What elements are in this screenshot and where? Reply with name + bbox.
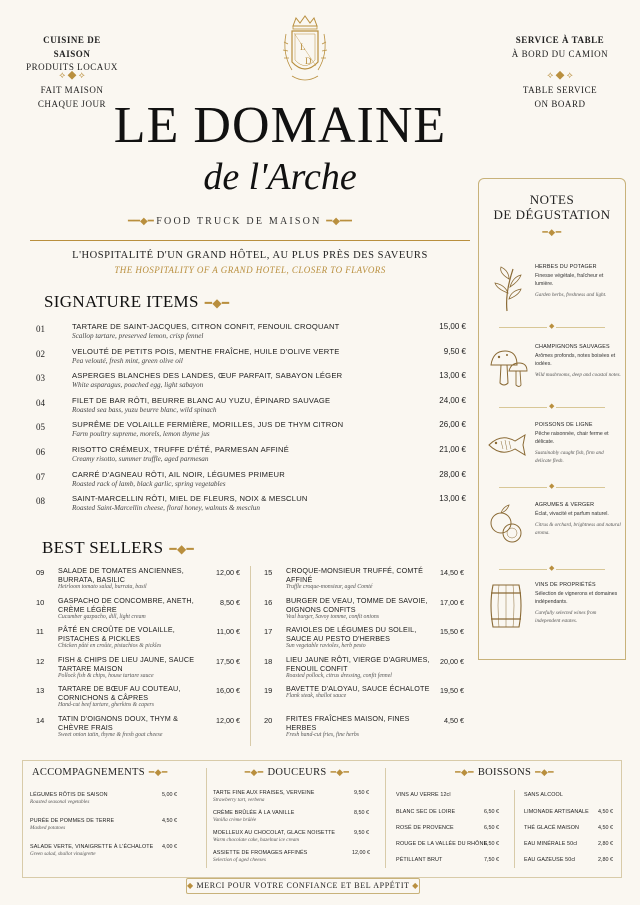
- item-name-block: [286, 596, 436, 621]
- item-description: White asparagus, poached egg, light sabayon: [72, 381, 204, 390]
- item-number: 15: [264, 568, 273, 577]
- crest-letter-d: D: [305, 56, 312, 66]
- item-name: TARTARE DE BŒUF AU COUTEAU, CORNICHONS & CÂPRES: [58, 684, 181, 702]
- note-herbs-fr: Finesse végétale, fraîcheur et lumière.: [535, 273, 604, 287]
- note-herbs-en: Garden herbs, freshness and light.: [535, 291, 607, 298]
- best-seller-item: [264, 714, 464, 750]
- section-arrow-icon: ━◆━: [169, 542, 195, 556]
- note-mushrooms-text: [535, 343, 621, 380]
- notes-title: [479, 193, 625, 237]
- item-description: Heirloom tomato salad, burrata, basil: [58, 584, 147, 590]
- item-number: 18: [264, 656, 273, 666]
- note-wines: [485, 581, 621, 651]
- section-arrow-icon: ━◆━: [244, 767, 264, 777]
- note-fish-text: [535, 421, 621, 465]
- item-price: 9,50 €: [354, 790, 369, 796]
- note-citrus-en: Citrus & orchard, brightness and natural aroma.: [535, 521, 621, 536]
- item-name: SAINT-MARCELLIN RÔTI, MIEL DE FLEURS, NOIX & MESCLUN: [72, 494, 308, 504]
- item-price: 12,00 €: [216, 568, 240, 577]
- item-number: 02: [36, 348, 45, 359]
- item-number: 20: [264, 715, 273, 725]
- item-description: Pea velouté, fresh mint, green olive oil: [72, 356, 183, 365]
- item-name: FISH & CHIPS DE LIEU JAUNE, SAUCE TARTARE MAISON: [58, 654, 195, 673]
- item-price: 12,00 €: [352, 850, 370, 856]
- item-name: TARTARE DE SAINT-JACQUES, CITRON CONFIT, FENOUIL CROQUANT: [72, 322, 340, 331]
- item-description: Truffle croque-monsieur, aged Comté: [286, 584, 373, 590]
- note-wines-fr: Sélection de vignerons et domaines indépendants.: [535, 591, 618, 605]
- left-top-line-2: PRODUITS LOCAUX: [26, 62, 118, 72]
- drinks-title-text: BOISSONS: [477, 767, 532, 778]
- signature-item: [36, 470, 466, 494]
- item-name: TATIN D'OIGNONS DOUX, THYM & CHÈVRE FRAIS: [58, 713, 179, 732]
- item-description: Roasted sea bass, yuzu beurre blanc, wild spinach: [72, 405, 217, 414]
- best-section-title: [42, 538, 194, 558]
- item-description: Roasted seasonal vegetables: [30, 799, 90, 805]
- item-name: RISOTTO CRÉMEUX, TRUFFE D'ÉTÉ, PARMESAN AFFINÉ: [72, 445, 289, 454]
- note-separator: [499, 569, 605, 570]
- best-column-divider: [250, 566, 251, 746]
- restaurant-subtitle: de l'Arche: [203, 156, 357, 198]
- item-name: GASPACHO DE CONCOMBRE, ANETH, CRÈME LÉGÈRE: [58, 595, 194, 614]
- note-separator: [499, 407, 605, 408]
- soft-drink-name: LIMONADE ARTISANALE: [524, 809, 589, 815]
- left-bottom-line-2: CHAQUE JOUR: [37, 98, 107, 109]
- item-description: Vanilla crème brûlée: [213, 817, 257, 823]
- wine-price: 6,50 €: [484, 809, 499, 815]
- item-name: VELOUTÉ DE PETITS POIS, MENTHE FRAÎCHE, HUILE D'OLIVE VERTE: [72, 346, 340, 356]
- item-price: 15,50 €: [440, 627, 464, 636]
- notes-title-line-2: DE DÉGUSTATION: [493, 206, 611, 222]
- item-description: Sweet onion tatin, thyme & fresh goat cheese: [58, 731, 163, 738]
- section-arrow-icon: ━◆━: [148, 767, 168, 777]
- tagline: [0, 216, 480, 227]
- item-number: 19: [264, 686, 273, 695]
- thanks-banner: [186, 878, 420, 894]
- item-number: 06: [36, 447, 45, 457]
- item-name-block: [286, 684, 436, 700]
- item-description: Sun vegetable ravioles, herb pesto: [286, 643, 366, 649]
- tagline-text: FOOD TRUCK DE MAISON: [156, 216, 322, 227]
- item-description: Green salad, shallot vinaigrette: [30, 851, 96, 857]
- item-number: 01: [36, 324, 45, 334]
- item-description: Roasted rack of lamb, black garlic, spring vegetables: [72, 479, 226, 488]
- item-price: 13,00 €: [439, 494, 466, 504]
- item-description: Selection of aged cheeses: [213, 857, 266, 863]
- wine-name: PÉTILLANT BRUT: [396, 857, 443, 863]
- section-arrow-icon: ━◆━: [455, 767, 474, 777]
- side-item: [30, 792, 160, 805]
- item-name: SUPRÊME DE VOLAILLE FERMIÈRE, MORILLES, JUS DE THYM CITRON: [72, 420, 344, 430]
- bottom-divider-2: [385, 768, 386, 868]
- soft-header: SANS ALCOOL: [524, 792, 563, 798]
- note-mushrooms-fr: Arômes profonds, notes boisées et iodées.: [535, 353, 616, 367]
- item-name: PURÉE DE POMMES DE TERRE: [30, 818, 115, 824]
- item-price: 17,00 €: [440, 597, 464, 607]
- dessert-item: [213, 850, 343, 863]
- item-price: 4,50 €: [444, 715, 464, 725]
- drinks-title: [392, 767, 617, 778]
- item-number: 14: [36, 715, 45, 725]
- item-description: Strawberry tart, verbena: [213, 797, 265, 803]
- section-arrow-icon: ━◆━: [330, 767, 350, 777]
- soft-drink-price: 2,80 €: [598, 841, 613, 847]
- item-number: 10: [36, 597, 45, 607]
- item-price: 28,00 €: [439, 469, 466, 479]
- item-number: 13: [36, 686, 45, 695]
- item-price: 24,00 €: [439, 395, 466, 405]
- item-price: 17,50 €: [216, 656, 240, 666]
- note-wines-en: Carefully selected wines from independent estates.: [535, 609, 597, 624]
- wine-price: 7,50 €: [484, 857, 499, 863]
- item-price: 9,50 €: [443, 346, 466, 356]
- hospitality-en: THE HOSPITALITY OF A GRAND HOTEL, CLOSER TO FLAVORS: [114, 265, 386, 275]
- wine-price: 6,50 €: [484, 825, 499, 831]
- item-description: Pollock fish & chips, house tartare sauce: [58, 672, 154, 679]
- item-name: LÉGUMES RÔTIS DE SAISON: [30, 792, 108, 798]
- note-herbs-heading: HERBES DU POTAGER: [535, 264, 597, 270]
- item-name: CARRÉ D'AGNEAU RÔTI, AIL NOIR, LÉGUMES PRIMEUR: [72, 469, 285, 479]
- soft-drink-name: THÉ GLACÉ MAISON: [524, 825, 580, 831]
- item-name-block: [58, 566, 208, 591]
- best-title-text: BEST SELLERS: [42, 538, 164, 557]
- crest-logo-icon: [280, 14, 330, 86]
- item-description: Veal burger, Savoy tomme, confit onions: [286, 613, 380, 620]
- item-price: 19,50 €: [440, 686, 464, 695]
- right-top-line-1: SERVICE À TABLE: [515, 35, 605, 45]
- item-number: 07: [36, 471, 45, 482]
- soft-drink-name: EAU MINÉRALE 50cl: [524, 841, 578, 847]
- left-top-line-1: CUISINE DE SAISON: [43, 35, 101, 59]
- item-price: 5,00 €: [162, 792, 177, 798]
- item-price: 13,00 €: [439, 371, 466, 381]
- item-number: 03: [36, 373, 45, 384]
- tasting-notes-panel: [478, 178, 626, 660]
- item-name: BURGER DE VEAU, TOMME DE SAVOIE, OIGNONS CONFITS: [286, 595, 428, 614]
- drinks-column-divider: [514, 790, 515, 868]
- best-seller-item: [36, 714, 240, 750]
- signature-item: [36, 347, 466, 371]
- item-name-block: [286, 655, 436, 680]
- item-name: TARTE FINE AUX FRAISES, VERVEINE: [213, 790, 315, 796]
- note-fish-en: Sustainably caught fish, firm and delicate flesh.: [535, 449, 604, 464]
- accomp-title: [32, 767, 168, 778]
- desserts-title-text: DOUCEURS: [267, 767, 327, 778]
- wine-name: ROUGE DE LA VALLÉE DU RHÔNE: [396, 841, 488, 847]
- note-wines-heading: VINS DE PROPRIÉTÉS: [535, 582, 596, 588]
- item-price: 12,00 €: [216, 715, 240, 725]
- section-arrow-icon: ━◆━: [204, 296, 230, 310]
- header-right-top: [500, 34, 620, 61]
- item-name: MOELLEUX AU CHOCOLAT, GLACE NOISETTE: [213, 830, 336, 836]
- item-number: 11: [36, 627, 44, 636]
- item-name: CRÈME BRÛLÉE À LA VANILLE: [213, 810, 295, 816]
- item-price: 8,50 €: [220, 597, 240, 607]
- tagline-left-ornament-icon: ━━◆━: [128, 216, 157, 227]
- item-name-block: [286, 625, 436, 650]
- dessert-item: [213, 830, 343, 843]
- crest-letter-l: L: [300, 42, 306, 52]
- item-name: PÂTÉ EN CROÛTE DE VOLAILLE, PISTACHES & PICKLES: [58, 625, 175, 643]
- right-bottom-line-2: ON BOARD: [534, 98, 586, 109]
- note-separator: [499, 487, 605, 488]
- wine-header: VINS AU VERRE 12cl: [396, 792, 451, 798]
- item-description: Flank steak, shallot sauce: [286, 693, 347, 699]
- note-fish-fr: Pêche raisonnée, chair ferme et délicate.: [535, 431, 609, 445]
- note-mushrooms-en: Wild mushrooms, deep and coastal notes.: [535, 371, 621, 378]
- item-name: FILET DE BAR RÔTI, BEURRE BLANC AU YUZU, ÉPINARD SAUVAGE: [72, 395, 331, 405]
- note-citrus: [485, 501, 621, 571]
- item-description: Creamy risotto, summer truffle, aged parmesan: [72, 455, 209, 463]
- soft-drink-name: EAU GAZEUSE 50cl: [524, 857, 576, 863]
- item-description: Mashed potatoes: [30, 825, 66, 831]
- item-name: ASSIETTE DE FROMAGES AFFINÉS: [213, 850, 308, 856]
- note-mushrooms-heading: CHAMPIGNONS SAUVAGES: [535, 344, 610, 350]
- item-number: 17: [264, 627, 273, 636]
- note-citrus-text: [535, 501, 621, 538]
- item-description: Chicken pâté en croûte, pistachios & pickles: [58, 643, 162, 649]
- right-bottom-line-1: TABLE SERVICE: [522, 85, 598, 95]
- item-description: Warm chocolate cake, hazelnut ice cream: [213, 837, 300, 843]
- item-name-block: [58, 625, 208, 650]
- soft-drink-price: 4,50 €: [598, 825, 613, 831]
- left-bottom-line-1: FAIT MAISON: [40, 85, 104, 95]
- note-herbs-text: [535, 263, 621, 300]
- mushroom-icon: [485, 343, 529, 393]
- item-price: 15,00 €: [439, 322, 466, 331]
- item-description: Hand-cut beef tartare, gherkins & capers: [58, 702, 155, 708]
- item-description: Farm poultry supreme, morels, lemon thyme jus: [72, 430, 210, 439]
- item-name: ASPERGES BLANCHES DES LANDES, ŒUF PARFAIT, SABAYON LÉGER: [72, 371, 343, 381]
- item-price: 21,00 €: [439, 445, 466, 454]
- dessert-item: [213, 810, 343, 823]
- signature-item: [36, 420, 466, 444]
- thanks-right-ornament-icon: ◆: [409, 881, 419, 890]
- accomp-title-text: ACCOMPAGNEMENTS: [32, 767, 145, 778]
- item-price: 26,00 €: [439, 420, 466, 430]
- item-number: 04: [36, 397, 45, 408]
- signature-item: [36, 371, 466, 395]
- signature-section-title: [44, 292, 230, 312]
- section-arrow-icon: ━◆━: [535, 767, 554, 777]
- item-price: 9,50 €: [354, 830, 369, 836]
- note-fish: [485, 421, 621, 491]
- side-item: [30, 844, 160, 857]
- signature-item: [36, 445, 466, 469]
- signature-item: [36, 396, 466, 420]
- item-price: 20,00 €: [440, 656, 464, 666]
- barrel-icon: [485, 581, 529, 631]
- item-price: 4,50 €: [162, 818, 177, 824]
- note-separator: [499, 327, 605, 328]
- thanks-left-ornament-icon: ◆: [187, 881, 197, 890]
- fish-icon: [485, 421, 529, 471]
- soft-drink-price: 2,80 €: [598, 857, 613, 863]
- gold-divider: [30, 240, 470, 241]
- item-name: FRITES FRAÎCHES MAISON, FINES HERBES: [286, 713, 410, 732]
- right-ornament-icon: ⟡ ◆ ⟡: [547, 70, 573, 80]
- item-number: 08: [36, 496, 45, 507]
- signature-item: [36, 322, 466, 346]
- item-price: 14,50 €: [440, 568, 464, 577]
- item-name: SALADE DE TOMATES ANCIENNES, BURRATA, BASILIC: [58, 566, 184, 584]
- desserts-title: [212, 767, 382, 778]
- item-price: 4,00 €: [162, 844, 177, 850]
- item-name: LIEU JAUNE RÔTI, VIERGE D'AGRUMES, FENOUIL CONFIT: [286, 654, 430, 673]
- item-number: 16: [264, 597, 273, 607]
- tagline-right-ornament-icon: ━◆━━: [326, 216, 352, 227]
- restaurant-title: LE DOMAINE: [113, 97, 447, 154]
- signature-title-text: SIGNATURE ITEMS: [44, 292, 199, 311]
- wine-name: ROSÉ DE PROVENCE: [396, 825, 454, 831]
- bottom-divider-1: [206, 768, 207, 868]
- item-name-block: [58, 655, 208, 680]
- item-name-block: [286, 566, 436, 591]
- side-item: [30, 818, 160, 831]
- item-description: Cucumber gazpacho, dill, light cream: [58, 613, 146, 620]
- right-top-line-2: À BORD DU CAMION: [511, 48, 609, 59]
- item-number: 12: [36, 656, 45, 666]
- thanks-text: MERCI POUR VOTRE CONFIANCE ET BEL APPÉTIT: [196, 881, 410, 890]
- note-citrus-heading: AGRUMES & VERGER: [535, 502, 595, 508]
- notes-ornament-icon: ━◆━: [542, 226, 562, 237]
- item-name-block: [286, 714, 436, 739]
- item-name-block: [58, 596, 208, 621]
- soft-drink-price: 4,50 €: [598, 809, 613, 815]
- item-description: Scallop tartare, preserved lemon, crisp fennel: [72, 332, 204, 340]
- herb-icon: [485, 263, 529, 313]
- item-number: 09: [36, 568, 45, 577]
- hospitality-fr: L'HOSPITALITÉ D'UN GRAND HÔTEL, AU PLUS PRÈS DES SAVEURS: [72, 250, 428, 261]
- header-left-top: [24, 34, 120, 75]
- signature-item: [36, 494, 466, 518]
- item-description: Roasted pollock, citrus dressing, confit fennel: [286, 672, 392, 679]
- left-ornament-icon: ⟡ ◆ ⟡: [59, 70, 85, 80]
- item-name: CROQUE-MONSIEUR TRUFFÉ, COMTÉ AFFINÉ: [286, 566, 424, 584]
- note-wines-text: [535, 581, 621, 625]
- item-name-block: [58, 714, 208, 739]
- item-description: Roasted Saint-Marcellin cheese, floral honey, walnuts & mesclun: [72, 504, 260, 513]
- item-price: 16,00 €: [216, 686, 240, 695]
- dessert-item: [213, 790, 343, 803]
- item-name: SALADE VERTE, VINAIGRETTE À L'ÉCHALOTE: [30, 844, 154, 850]
- item-name: BAVETTE D'ALOYAU, SAUCE ÉCHALOTE: [286, 684, 430, 693]
- note-citrus-fr: Éclat, vivacité et parfum naturel.: [535, 511, 609, 518]
- citrus-icon: [485, 501, 529, 551]
- wine-name: BLANC SEC DE LOIRE: [396, 809, 456, 815]
- item-number: 05: [36, 422, 45, 433]
- item-name: RAVIOLES DE LÉGUMES DU SOLEIL, SAUCE AU PESTO D'HERBES: [286, 625, 417, 643]
- item-name-block: [58, 684, 208, 709]
- item-price: 11,00 €: [216, 627, 240, 636]
- item-description: Fresh hand-cut fries, fine herbs: [286, 731, 360, 738]
- note-fish-heading: POISSONS DE LIGNE: [535, 422, 593, 428]
- notes-title-line-1: NOTES: [529, 192, 575, 207]
- wine-price: 6,50 €: [484, 841, 499, 847]
- item-price: 8,50 €: [354, 810, 369, 816]
